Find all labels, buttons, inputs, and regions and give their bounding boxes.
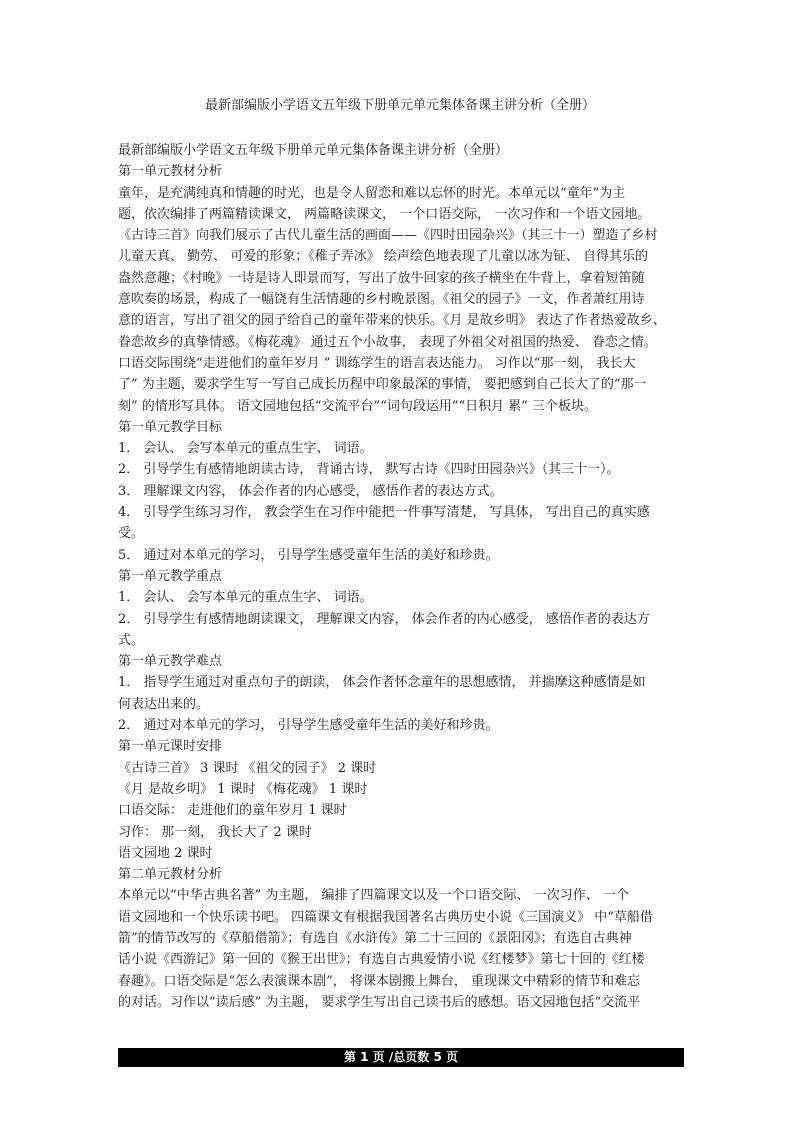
text-line: 《古诗三首》 3 课时 《祖父的园子》 2 课时 — [118, 760, 377, 776]
text-line: 受。 — [118, 526, 145, 542]
text-line: 刻” 的情形写具体。 语文园地包括“交流平台”“词句段运用”“日积月 累” 三个板块。 — [118, 398, 598, 414]
text-line: 春趣》。口语交际是“怎么表演课本剧”， 将课本剧搬上舞台， 重现课文中精彩的情节和难忘 — [118, 973, 641, 989]
text-line: 盎然意趣；《村晚》一诗是诗人即景而写，写出了放牛回家的孩子横坐在牛背上，拿着短笛随 — [118, 270, 645, 286]
text-line: 何表达出来的。 — [118, 696, 210, 712]
text-line: 习作： 那一刻， 我长大了 2 课时 — [118, 824, 312, 840]
text-line: 话小说《西游记》第一回的《猴王出世》；有选自古典爱情小说《红楼梦》第七十回的《红楼 — [118, 952, 645, 968]
text-line: 《月 是故乡明》 1 课时 《梅花魂》 1 课时 — [118, 781, 368, 797]
text-line: 语文园地和一个快乐读书吧。 四篇课文有根据我国著名古典历史小说《三国演义》 中“草船借 — [118, 909, 653, 925]
document-body — [118, 140, 684, 1013]
text-line: 的对话。习作以“读后感” 为主题， 要求学生写出自己读书后的感想。语文园地包括“交流平 — [118, 994, 641, 1010]
text-line: 眷恋故乡的真挚情感。《梅花魂》 通过五个小故事， 表现了外祖父对祖国的热爱、 眷恋之情。 — [118, 334, 657, 350]
text-line: 第一单元课时安排 — [118, 739, 223, 755]
text-line: 2． 引导学生有感情地朗读课文， 理解课文内容， 体会作者的内心感受， 感悟作者的表达方 — [118, 611, 650, 627]
text-line: 箭”的情节改写的《草船借箭》；有选自《水浒传》第二十三回的《景阳冈》；有选自古典神 — [118, 930, 632, 946]
text-line: 第二单元教材分析 — [118, 867, 223, 883]
text-line: 本单元以“中华古典名著” 为主题， 编排了四篇课文以及一个口语交际、 一次习作、 一个 — [118, 888, 629, 904]
text-line: 儿童天真、 勤劳、 可爱的形象；《稚子弄冰》 绘声绘色地表现了儿童以冰为钲、 自得其乐的 — [118, 249, 649, 265]
text-line: 2． 引导学生有感情地朗读古诗， 背诵古诗， 默写古诗《四时田园杂兴》（其三十一）。 — [118, 462, 620, 478]
text-line: 口语交际： 走进他们的童年岁月 1 课时 — [118, 803, 347, 819]
text-line: 语文园地 2 课时 — [118, 845, 213, 861]
text-line: 了” 为主题，要求学生写一写自己成长历程中印象最深的事情， 要把感到自己长大了的“那一 — [118, 377, 647, 393]
text-line: 童年，是充满纯真和情趣的时光，也是令人留恋和难以忘怀的时光。本单元以“童年”为主 — [118, 185, 626, 201]
text-line: 《古诗三首》向我们展示了古代儿童生活的画面——《四时田园杂兴》（其三十一）塑造了乡村 — [118, 228, 658, 244]
page-number-label: 第 1 页 /总页数 5 页 — [344, 1050, 458, 1064]
page-footer — [118, 1048, 684, 1067]
text-line: 口语交际围绕“走进他们的童年岁月 ” 训练学生的语言表达能力。 习作以“那一刻， 我长大 — [118, 355, 636, 371]
page-title: 最新部编版小学语文五年级下册单元单元集体备课主讲分析（全册） — [204, 98, 595, 113]
text-line: 题，依次编排了两篇精读课文， 两篇略读课文， 一个口语交际， 一次习作和一个语文园地。 — [118, 206, 651, 222]
text-line: 4． 引导学生练习习作， 教会学生在习作中能把一件事写清楚， 写具体， 写出自己的真实感 — [118, 505, 650, 521]
text-line: 第一单元教学难点 — [118, 654, 223, 670]
text-line: 1． 指导学生通过对重点句子的朗读， 体会作者怀念童年的思想感情， 并揣摩这种感情是如 — [118, 675, 646, 691]
text-line: 最新部编版小学语文五年级下册单元单元集体备课主讲分析（全册） — [118, 143, 509, 158]
text-line: 意吹奏的场景，构成了一幅饶有生活情趣的乡村晚景图。《祖父的园子》一文，作者萧红用诗 — [118, 292, 645, 308]
text-line: 5． 通过对本单元的学习， 引导学生感受童年生活的美好和珍贵。 — [118, 547, 499, 563]
text-line: 第一单元教材分析 — [118, 164, 223, 180]
text-line: 1． 会认、 会写本单元的重点生字、 词语。 — [118, 590, 373, 606]
text-line: 第一单元教学目标 — [118, 419, 223, 435]
text-line: 3． 理解课文内容， 体会作者的内心感受， 感悟作者的表达方式。 — [118, 483, 503, 499]
text-line: 第一单元教学重点 — [118, 568, 223, 584]
text-line: 式。 — [118, 632, 145, 648]
text-line: 2． 通过对本单元的学习， 引导学生感受童年生活的美好和珍贵。 — [118, 718, 499, 734]
text-line: 1． 会认、 会写本单元的重点生字、 词语。 — [118, 441, 373, 457]
text-line: 意的语言，写出了祖父的园子给自己的童年带来的快乐。《月 是故乡明》 表达了作者热爱故乡、 — [118, 313, 666, 329]
